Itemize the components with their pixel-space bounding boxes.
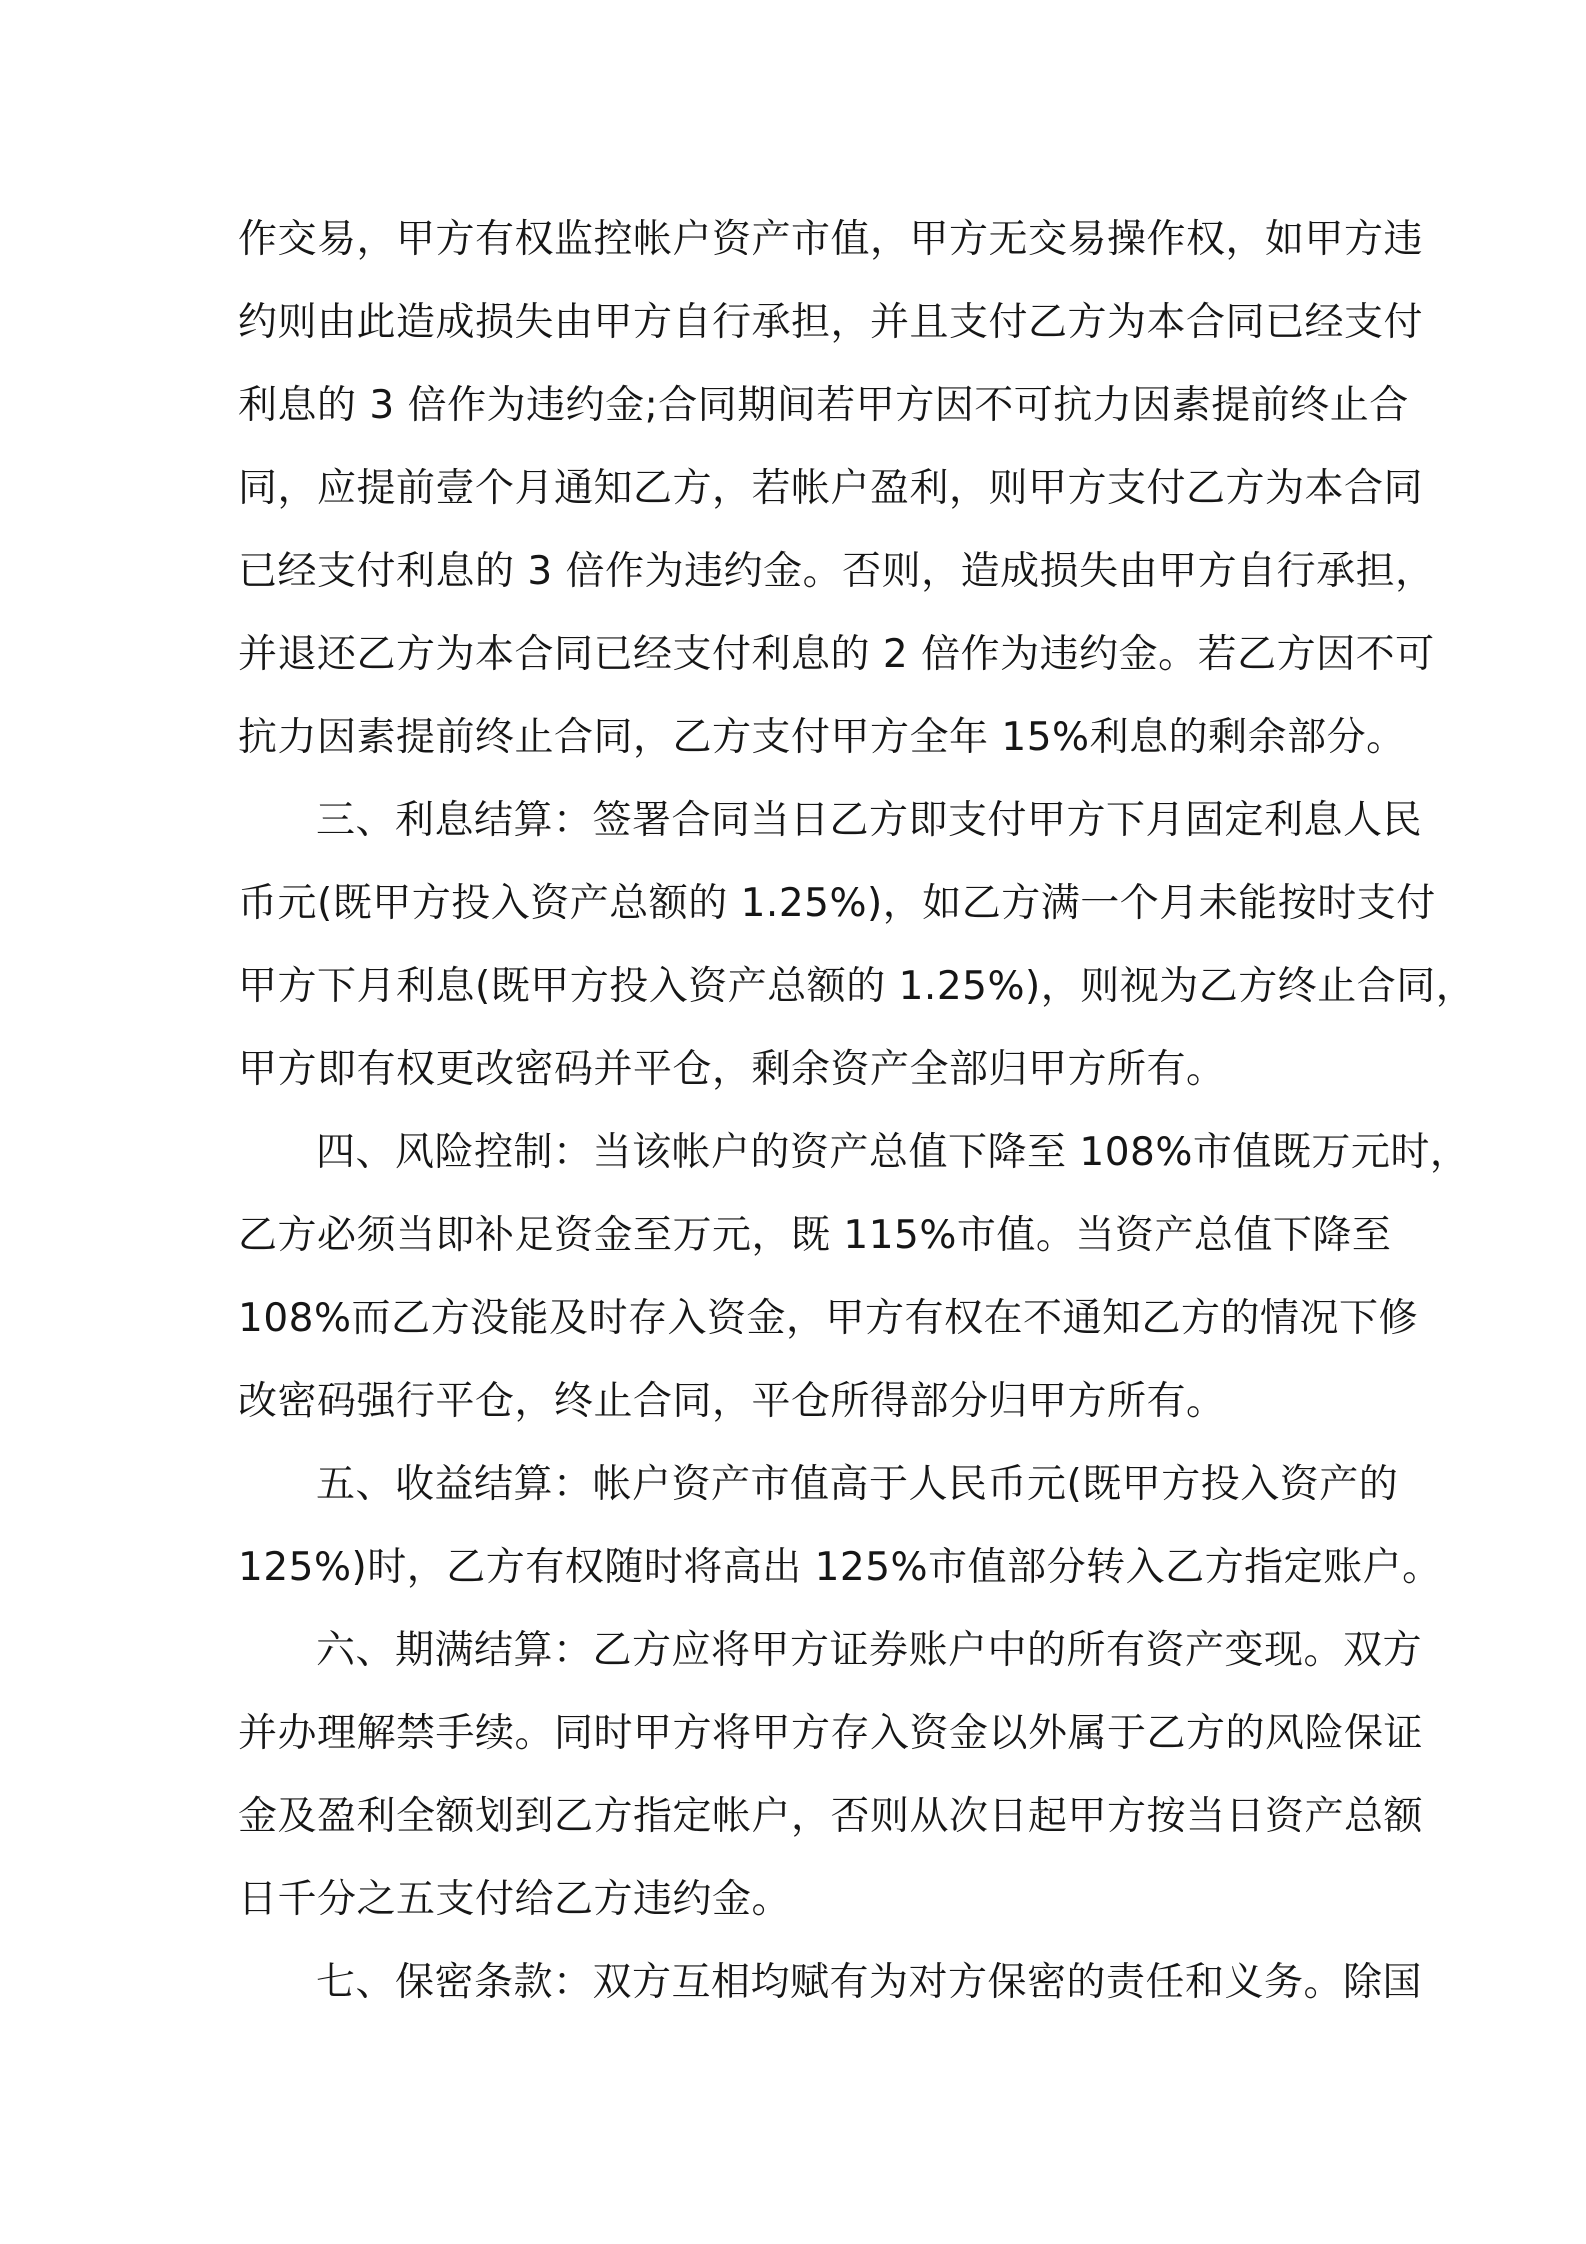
text-line: 并退还乙方为本合同已经支付利息的 2 倍作为违约金。若乙方因不可 (238, 632, 1435, 677)
text-line: 同，应提前壹个月通知乙方，若帐户盈利，则甲方支付乙方为本合同 (238, 466, 1424, 511)
text-line: 125%)时，乙方有权随时将高出 125%市值部分转入乙方指定账户。 (238, 1545, 1442, 1590)
text-line: 作交易，甲方有权监控帐户资产市值，甲方无交易操作权，如甲方违 (238, 217, 1424, 262)
text-line: 抗力因素提前终止合同，乙方支付甲方全年 15%利息的剩余部分。 (238, 715, 1406, 760)
text-line: 日千分之五支付给乙方违约金。 (238, 1877, 792, 1922)
text-line: 利息的 3 倍作为违约金;合同期间若甲方因不可抗力因素提前终止合 (238, 383, 1409, 428)
text-line: 108%而乙方没能及时存入资金，甲方有权在不通知乙方的情况下修 (238, 1296, 1418, 1341)
text-line: 约则由此造成损失由甲方自行承担，并且支付乙方为本合同已经支付 (238, 300, 1424, 345)
text-line: 已经支付利息的 3 倍作为违约金。否则，造成损失由甲方自行承担， (238, 549, 1435, 594)
text-line: 甲方下月利息(既甲方投入资产总额的 1.25%)，则视为乙方终止合同， (238, 964, 1476, 1009)
text-line: 币元(既甲方投入资产总额的 1.25%)，如乙方满一个月未能按时支付 (238, 881, 1436, 926)
section-heading-interest: 三、利息结算：签署合同当日乙方即支付甲方下月固定利息人民 (316, 798, 1423, 843)
text-line: 改密码强行平仓，终止合同，平仓所得部分归甲方所有。 (238, 1379, 1226, 1424)
text-line: 金及盈利全额划到乙方指定帐户，否则从次日起甲方按当日资产总额 (238, 1794, 1424, 1839)
text-line: 乙方必须当即补足资金至万元，既 115%市值。当资产总值下降至 (238, 1213, 1392, 1258)
section-heading-income: 五、收益结算：帐户资产市值高于人民币元(既甲方投入资产的 (316, 1462, 1399, 1507)
section-heading-risk: 四、风险控制：当该帐户的资产总值下降至 108%市值既万元时， (316, 1130, 1470, 1175)
section-heading-confidentiality: 七、保密条款：双方互相均赋有为对方保密的责任和义务。除国 (316, 1960, 1423, 2005)
contract-text (238, 198, 1476, 2024)
text-line: 并办理解禁手续。同时甲方将甲方存入资金以外属于乙方的风险保证 (238, 1711, 1424, 1756)
section-heading-maturity: 六、期满结算：乙方应将甲方证券账户中的所有资产变现。双方 (316, 1628, 1423, 1673)
text-line: 甲方即有权更改密码并平仓，剩余资产全部归甲方所有。 (238, 1047, 1226, 1092)
